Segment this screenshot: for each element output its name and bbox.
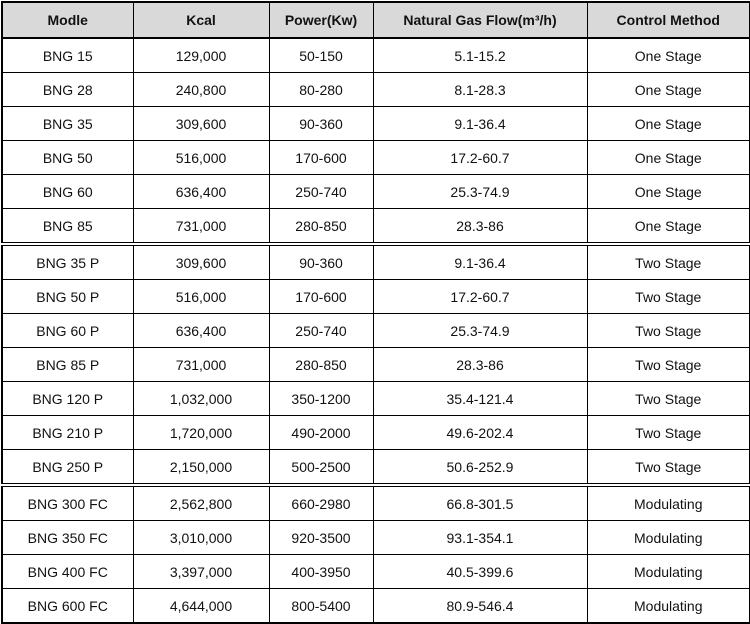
control-method-cell: Two Stage — [587, 280, 750, 314]
kcal-cell: 2,562,800 — [133, 485, 269, 521]
model-cell: BNG 35 — [2, 107, 133, 141]
kcal-cell: 2,150,000 — [133, 450, 269, 486]
table-row — [2, 141, 750, 175]
table-row — [2, 485, 750, 521]
control-method-cell: One Stage — [587, 107, 750, 141]
power-cell: 920-3500 — [269, 521, 373, 555]
control-method-cell: Two Stage — [587, 314, 750, 348]
kcal-cell: 1,032,000 — [133, 382, 269, 416]
control-method-cell: Modulating — [587, 589, 750, 624]
model-cell: BNG 60 P — [2, 314, 133, 348]
header-row — [2, 2, 750, 38]
control-method-cell: One Stage — [587, 141, 750, 175]
control-method-cell: Modulating — [587, 521, 750, 555]
model-cell: BNG 85 P — [2, 348, 133, 382]
control-method-cell: One Stage — [587, 38, 750, 73]
table-row — [2, 73, 750, 107]
table-row — [2, 382, 750, 416]
control-method-cell: Two Stage — [587, 382, 750, 416]
power-cell: 800-5400 — [269, 589, 373, 624]
control-method-cell: Two Stage — [587, 450, 750, 486]
table-row — [2, 107, 750, 141]
kcal-cell: 4,644,000 — [133, 589, 269, 624]
gas-flow-cell: 28.3-86 — [373, 348, 587, 382]
control-method-cell: One Stage — [587, 175, 750, 209]
control-method-cell: One Stage — [587, 73, 750, 107]
power-cell: 80-280 — [269, 73, 373, 107]
table-row — [2, 175, 750, 209]
kcal-cell: 636,400 — [133, 175, 269, 209]
header-gas-flow: Natural Gas Flow(m³/h) — [373, 2, 587, 38]
power-cell: 170-600 — [269, 141, 373, 175]
model-cell: BNG 15 — [2, 38, 133, 73]
burner-spec-table — [1, 1, 750, 624]
table-row — [2, 450, 750, 486]
kcal-cell: 240,800 — [133, 73, 269, 107]
header-kcal: Kcal — [133, 2, 269, 38]
gas-flow-cell: 17.2-60.7 — [373, 280, 587, 314]
control-method-cell: Modulating — [587, 485, 750, 521]
table-row — [2, 589, 750, 624]
kcal-cell: 309,600 — [133, 244, 269, 280]
model-cell: BNG 60 — [2, 175, 133, 209]
model-cell: BNG 600 FC — [2, 589, 133, 624]
gas-flow-cell: 25.3-74.9 — [373, 175, 587, 209]
model-cell: BNG 35 P — [2, 244, 133, 280]
model-cell: BNG 50 P — [2, 280, 133, 314]
model-cell: BNG 300 FC — [2, 485, 133, 521]
model-cell: BNG 85 — [2, 209, 133, 245]
control-method-cell: Two Stage — [587, 416, 750, 450]
table-row — [2, 348, 750, 382]
power-cell: 490-2000 — [269, 416, 373, 450]
table-row — [2, 555, 750, 589]
gas-flow-cell: 49.6-202.4 — [373, 416, 587, 450]
power-cell: 170-600 — [269, 280, 373, 314]
model-cell: BNG 250 P — [2, 450, 133, 486]
power-cell: 250-740 — [269, 175, 373, 209]
power-cell: 280-850 — [269, 348, 373, 382]
model-cell: BNG 210 P — [2, 416, 133, 450]
gas-flow-cell: 66.8-301.5 — [373, 485, 587, 521]
control-method-cell: Modulating — [587, 555, 750, 589]
gas-flow-cell: 9.1-36.4 — [373, 244, 587, 280]
power-cell: 90-360 — [269, 244, 373, 280]
power-cell: 250-740 — [269, 314, 373, 348]
gas-flow-cell: 9.1-36.4 — [373, 107, 587, 141]
power-cell: 90-360 — [269, 107, 373, 141]
table-row — [2, 209, 750, 245]
table-row — [2, 521, 750, 555]
kcal-cell: 516,000 — [133, 280, 269, 314]
power-cell: 500-2500 — [269, 450, 373, 486]
power-cell: 350-1200 — [269, 382, 373, 416]
control-method-cell: Two Stage — [587, 244, 750, 280]
header-model: Modle — [2, 2, 133, 38]
table-row — [2, 416, 750, 450]
gas-flow-cell: 5.1-15.2 — [373, 38, 587, 73]
control-method-cell: Two Stage — [587, 348, 750, 382]
gas-flow-cell: 80.9-546.4 — [373, 589, 587, 624]
model-cell: BNG 28 — [2, 73, 133, 107]
header-control-method: Control Method — [587, 2, 750, 38]
kcal-cell: 129,000 — [133, 38, 269, 73]
power-cell: 660-2980 — [269, 485, 373, 521]
model-cell: BNG 350 FC — [2, 521, 133, 555]
gas-flow-cell: 40.5-399.6 — [373, 555, 587, 589]
kcal-cell: 636,400 — [133, 314, 269, 348]
gas-flow-cell: 28.3-86 — [373, 209, 587, 245]
gas-flow-cell: 50.6-252.9 — [373, 450, 587, 486]
kcal-cell: 3,397,000 — [133, 555, 269, 589]
table-row — [2, 314, 750, 348]
table-row — [2, 280, 750, 314]
kcal-cell: 1,720,000 — [133, 416, 269, 450]
kcal-cell: 3,010,000 — [133, 521, 269, 555]
header-power: Power(Kw) — [269, 2, 373, 38]
table-body — [2, 38, 750, 623]
table-row — [2, 244, 750, 280]
kcal-cell: 731,000 — [133, 348, 269, 382]
gas-flow-cell: 35.4-121.4 — [373, 382, 587, 416]
power-cell: 280-850 — [269, 209, 373, 245]
model-cell: BNG 120 P — [2, 382, 133, 416]
kcal-cell: 309,600 — [133, 107, 269, 141]
kcal-cell: 516,000 — [133, 141, 269, 175]
control-method-cell: One Stage — [587, 209, 750, 245]
power-cell: 50-150 — [269, 38, 373, 73]
model-cell: BNG 400 FC — [2, 555, 133, 589]
kcal-cell: 731,000 — [133, 209, 269, 245]
gas-flow-cell: 8.1-28.3 — [373, 73, 587, 107]
gas-flow-cell: 17.2-60.7 — [373, 141, 587, 175]
table-header — [2, 2, 750, 38]
power-cell: 400-3950 — [269, 555, 373, 589]
gas-flow-cell: 25.3-74.9 — [373, 314, 587, 348]
gas-flow-cell: 93.1-354.1 — [373, 521, 587, 555]
table-row — [2, 38, 750, 73]
model-cell: BNG 50 — [2, 141, 133, 175]
